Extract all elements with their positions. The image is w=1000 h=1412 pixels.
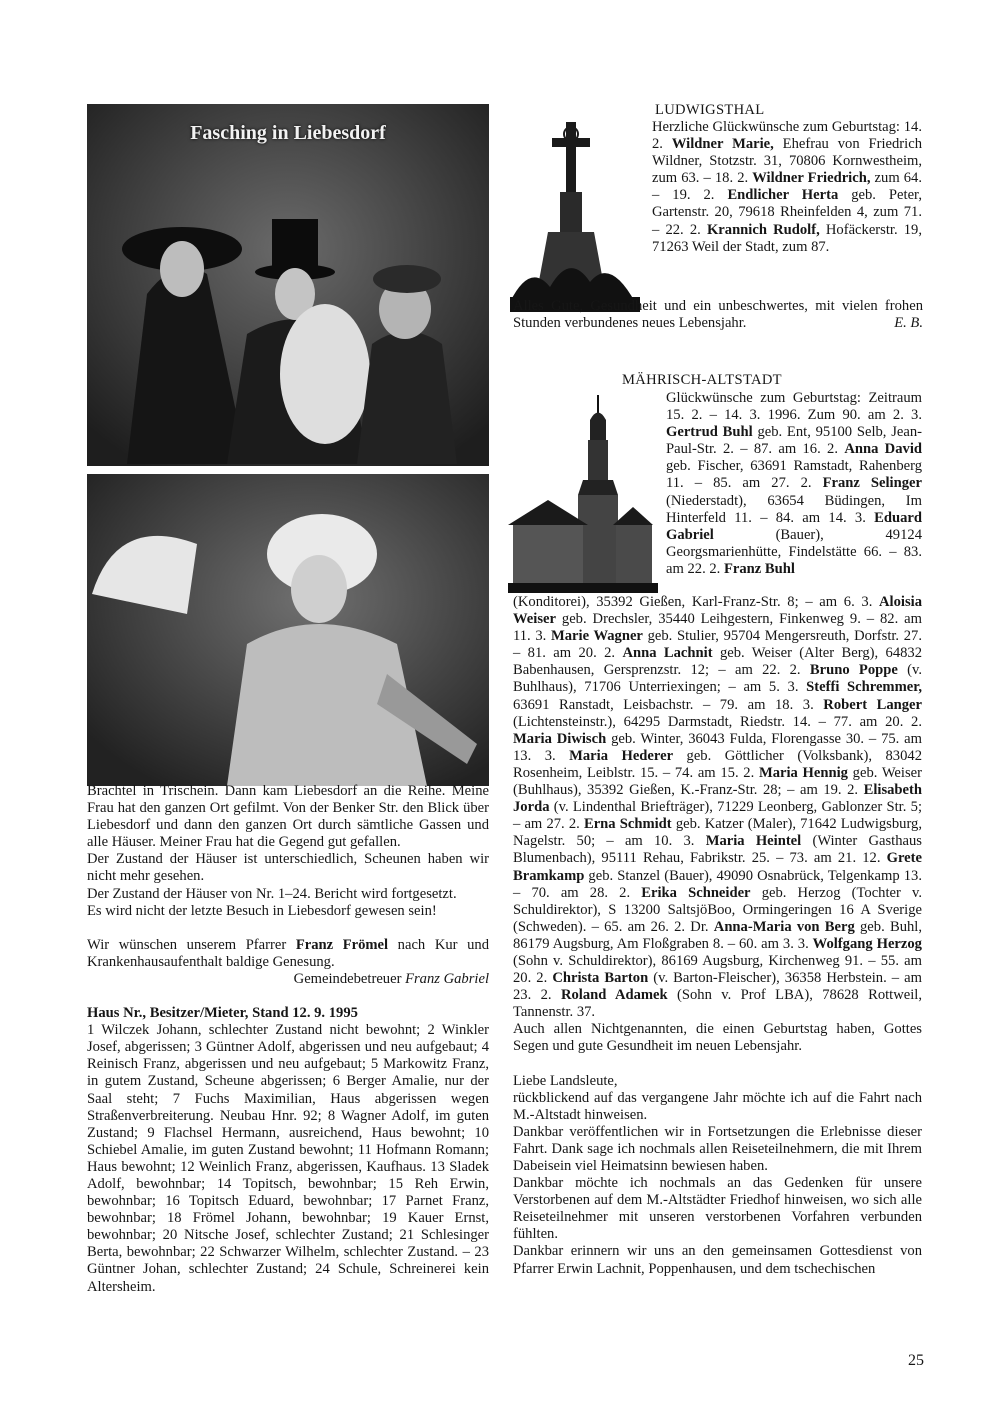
- photo-title: Fasching in Liebesdorf: [190, 122, 386, 144]
- maehrisch-name-2: Anna David: [844, 441, 922, 458]
- wish-name: Franz Frömel: [295, 936, 389, 953]
- maehrisch-text-22: (v. Barton-Fleischer), 36358 Herbstein. – am 23. 2.: [513, 970, 922, 1004]
- signature-role: Gemeindebetreuer: [293, 970, 406, 987]
- maehrisch-text-23: (Sohn v. Prof LBA), 78628 Rottweil, Tannenstr. 37.: [513, 987, 923, 1021]
- maehrisch-closing: Auch allen Nichtgenannten, die einen Geburtstag haben, Gottes Segen und gute Gesundheit im neuen Lebensjahr.: [513, 1021, 922, 1055]
- ludwigsthal-e4-post: Hofäckerstr. 19, 71263 Weil der Stadt, zum 87.: [652, 221, 922, 255]
- maehrisch-name-9: Bruno Poppe: [809, 662, 898, 679]
- maehrisch-text-11: (Lichtensteinstr.), 64295 Darmstadt, Riedstr. 14. – 77. am 20. 2.: [513, 713, 922, 730]
- maehrisch-name-20: Anna-Maria von Berg: [713, 918, 855, 935]
- left-column: [87, 783, 489, 1296]
- wish-paragraph: [87, 937, 489, 971]
- page-number: 25: [908, 1352, 924, 1369]
- maehrisch-name-1: Gertrud Buhl: [666, 424, 753, 441]
- maehrisch-name-12: Maria Diwisch: [513, 730, 607, 747]
- maehrisch-text-10: 63691 Ranstadt, Leisbachstr. – 79. am 18. 3.: [513, 696, 824, 713]
- church-illustration: [508, 395, 658, 595]
- maehrisch-text-3: (Niederstadt), 63654 Büdingen, Im Hinterfeld 11. – 84. am 14. 3.: [666, 492, 922, 526]
- maehrisch-name-15: Elisabeth Jorda: [513, 782, 922, 816]
- ludwigsthal-e1-post: Ehefrau von Friedrich Wildner, Stotzstr. 31, 70806 Kornwestheim, zum 63. – 18. 2.: [652, 136, 922, 187]
- women-portrait-image: [87, 104, 489, 466]
- ludwigsthal-closing-text: Alles Gute, Gesundheit und ein unbeschwertes, mit vielen frohen Stunden verbundenes neues Lebensjahr.: [513, 298, 923, 332]
- cross-monument-illustration: [510, 112, 640, 312]
- maehrisch-name-4: Eduard Gabriel: [666, 509, 922, 543]
- maehrisch-text-19: geb. Herzog (Tochter v. Schuldirektor), S 13200 SaltsjöBoo, Ormingeringen 16 A Sverige (Schweden). – 65. am 26. 2. Dr.: [513, 884, 922, 935]
- photo-fasching: [87, 104, 489, 466]
- maehrisch-text-18: geb. Stanzel (Bauer), 49090 Osnabrück, Telgenkamp 13. – 70. am 28. 2.: [513, 867, 922, 901]
- ludwigsthal-e3-post: geb. Peter, Gartenstr. 20, 79618 Rheinfelden 4, zum 71. – 22. 2.: [652, 187, 922, 238]
- maehrisch-text-4: (Bauer), 49124 Georgsmarienhütte, Findelstätte 66. – 83. am 22. 2.: [666, 526, 922, 577]
- report-paragraph-3: Der Zustand der Häuser von Nr. 1–24. Bericht wird fortgesetzt.: [87, 885, 457, 902]
- maehrisch-name-17: Maria Heintel: [705, 833, 802, 850]
- woman-with-fan-image: [87, 474, 489, 786]
- maehrisch-name-16: Erna Schmidt: [583, 816, 672, 833]
- maehrisch-text-1: geb. Ent, 95100 Selb, Jean-Paul-Str. 2. – 87. am 16. 2.: [666, 424, 922, 458]
- maehrisch-text-21: (Sohn v. Schuldirektor), 86169 Augsburg, Kirchenweg 91. – 55. am 20. 2.: [513, 952, 922, 987]
- photo-portrait-woman-fan: [87, 474, 489, 786]
- maehrisch-text-8: geb. Weiser (Alter Berg), 64832 Babenhausen, Gersprenzstr. 12; – am 22. 2.: [513, 645, 923, 679]
- maehrisch-text-12: geb. Winter, 36043 Fulda, Florengasse 30. – 75. am 13. 3.: [513, 730, 922, 764]
- maehrisch-name-5: Franz Buhl: [723, 560, 795, 577]
- maehrisch-text-0: Glückwünsche zum Geburtstag: Zeitraum 15. 2. – 14. 3. 1996. Zum 90. am 2. 3.: [666, 390, 922, 424]
- ludwigsthal-intro: Herzliche Glückwünsche zum Geburtstag:: [652, 119, 900, 135]
- ludwigsthal-e2-post: zum 64. – 19. 2.: [652, 170, 922, 204]
- haus-list: 1 Wilczek Johann, schlechter Zustand nicht bewohnt; 2 Winkler Josef, abgerissen; 3 Güntner Adolf, abgerissen und neu aufgebaut; 4 Reinisch Franz, abgerissen und neu aufgebaut; 5 Markowitz Franz, in gutem Zustand, Scheune abgerissen; 6 Berger Amalie, nur der Saal steht; 7 Fuchs Maximilian, Haus abgerissen wegen Straßenverbreiterung. Neubau Hnr. 92; 8 Wagner Adolf, im guten Zustand; 9 Flachsel Hermann, ausreichend, Haus bewohnt; 10 Schiebel Amalie, im guten Zustand bewohnt; 11 Hofmann Romann; Haus bewohnt; 12 Weinlich Franz, abgerissen, Kaufhaus. 13 Sladek Adolf, bewohnbar; 14 Topitsch, bewohnbar; 15 Reh Erwin, bewohnbar; 16 Topitsch Eduard, bewohnbar; 17 Parnet Franz, bewohnbar; 18 Frömel Johann, bewohnbar; 19 Kauer Ernst, bewohnbar; 20 Nitsche Josef, schlechter Zustand; 21 Schlesinger Berta, bewohnbar; 22 Schwarzer Wilhelm, schlechter Zustand. – 23 Güntner Johan, schlechter Zustand; 24 Schule, Schreinerei kein Altersheim.: [87, 1022, 489, 1295]
- maehrisch-name-18: Grete Bramkamp: [513, 850, 922, 884]
- ludwigsthal-name-2: Wildner Friedrich,: [752, 170, 871, 187]
- maehrisch-name-13: Maria Hederer: [569, 747, 674, 764]
- maehrisch-name-7: Marie Wagner: [550, 628, 643, 645]
- letter-paragraph-2: Dankbar veröffentlichen wir in Fortsetzungen die Erlebnisse dieser Fahrt. Dank sage ich nochmals allen Reiseteilnehmern, die mit Ihrem Dabeisein viel Heimatsinn bewiesen haben.: [513, 1123, 922, 1174]
- ludwigsthal-closing: [513, 298, 923, 332]
- maehrisch-name-19: Erika Schneider: [641, 884, 751, 901]
- maehrisch-text-14: geb. Weiser (Buhlhaus), 35392 Gießen, K.-Franz-Str. 28; – am 19. 2.: [513, 764, 922, 799]
- report-paragraph-1: Brachtel in Trischein. Dann kam Liebesdorf an die Reihe. Meine Frau hat den ganzen Ort gefilmt. Von der Benker Str. den Blick über Liebesdorf und dann den ganzen Ort durch sämtliche Gassen und alle Häuser. Meiner Frau hat die Gegend gut gefallen.: [87, 783, 489, 851]
- maehrisch-text-17: (Winter Gasthaus Blumenbach), 95111 Rehau, Fabrikstr. 25. – 73. am 21. 12.: [513, 833, 922, 867]
- maehrisch-text-2: geb. Fischer, 63691 Ramstadt, Rahenberg 11. – 85. am 27. 2.: [666, 458, 922, 492]
- maehrisch-name-3: Franz Selinger: [822, 475, 922, 492]
- haus-heading-text: Haus Nr., Besitzer/Mieter, Stand 12. 9. 1995: [87, 1005, 358, 1022]
- letter-paragraph-1: rückblickend auf das vergangene Jahr möchte ich auf die Fahrt nach M.-Altstadt hinweisen.: [513, 1089, 922, 1123]
- ludwigsthal-e1-pre: 14. 2.: [652, 119, 922, 153]
- maehrisch-name-6: Aloisia Weiser: [513, 594, 922, 628]
- ludwigsthal-name-3: Endlicher Herta: [727, 187, 839, 204]
- maehrisch-text-13: geb. Göttlicher (Volksbank), 83042 Rosenheim, Leiblstr. 15. – 74. am 15. 2.: [513, 747, 922, 781]
- maehrisch-text-20: geb. Buhl, 86179 Augsburg, Am Floßgraben 8. – 60. am 3. 3.: [513, 918, 922, 952]
- ludwigsthal-entries: [652, 119, 922, 256]
- maehrisch-name-10: Steffi Schremmer,: [806, 679, 923, 696]
- ludwigsthal-initials: E. B.: [894, 315, 923, 332]
- haus-heading: [87, 1005, 489, 1022]
- maehrisch-list: [513, 594, 922, 1278]
- ludwigsthal-name-4: Krannich Rudolf,: [706, 221, 820, 238]
- wish-text-post: nach Kur und Krankenhausaufenthalt baldige Genesung.: [87, 936, 490, 970]
- maehrisch-name-21: Wolfgang Herzog: [812, 935, 922, 952]
- letter-paragraph-4: Dankbar erinnern wir uns an den gemeinsamen Gottesdienst von Pfarrer Erwin Lachnit, Poppenhausen, und dem tschechischen: [513, 1243, 922, 1277]
- report-paragraph-4: Es wird nicht der letzte Besuch in Liebesdorf gewesen sein!: [87, 902, 437, 919]
- maehrisch-name-23: Roland Adamek: [560, 987, 668, 1004]
- report-paragraph-2: Der Zustand der Häuser ist unterschiedlich, Scheunen haben wir nicht mehr gesehen.: [87, 851, 489, 885]
- maehrisch-text-6: geb. Drechsler, 35440 Leihgestern, Finkenweg 9. – 82. am 11. 3.: [513, 611, 922, 645]
- letter-paragraph-3: Dankbar möchte ich nochmals an das Gedenken für unsere Verstorbenen auf dem M.-Altstädter Friedhof hinweisen, wo sich alle Reiseteilnehmer mit unseren verstorbenen Vorfahren verbunden fühlten.: [513, 1175, 922, 1243]
- wish-text-pre: Wir wünschen unserem Pfarrer: [87, 936, 296, 953]
- maehrisch-text-9: (v. Buhlhaus), 71706 Unterriexingen; – am 5. 3.: [513, 662, 923, 696]
- letter-salutation: Liebe Landsleute,: [513, 1072, 618, 1089]
- signature: [87, 971, 489, 988]
- maehrisch-intro-block: [666, 390, 922, 594]
- maehrisch-text-16: geb. Katzer (Maler), 71642 Ludwigsburg, Nagelstr. 50; – am 10. 3.: [513, 816, 922, 850]
- signature-name: Franz Gabriel: [405, 970, 489, 987]
- maehrisch-heading: MÄHRISCH-ALTSTADT: [622, 372, 782, 388]
- ludwigsthal-name-1: Wildner Marie,: [671, 136, 774, 153]
- maehrisch-name-8: Anna Lachnit: [622, 645, 713, 662]
- ludwigsthal-heading: LUDWIGSTHAL: [655, 102, 765, 118]
- maehrisch-name-11: Robert Langer: [823, 696, 922, 713]
- maehrisch-name-22: Christa Barton: [552, 970, 649, 987]
- maehrisch-text-15: (v. Lindenthal Briefträger), 71229 Leonberg, Gablonzer Str. 5; – am 27. 2.: [513, 799, 922, 833]
- maehrisch-text-7: geb. Stulier, 95704 Mengersreuth, Dorfstr. 27. – 81. am 20. 2.: [513, 628, 922, 662]
- maehrisch-name-14: Maria Hennig: [758, 764, 848, 781]
- maehrisch-text-5: (Konditorei), 35392 Gießen, Karl-Franz-Str. 8; – am 6. 3.: [513, 594, 880, 610]
